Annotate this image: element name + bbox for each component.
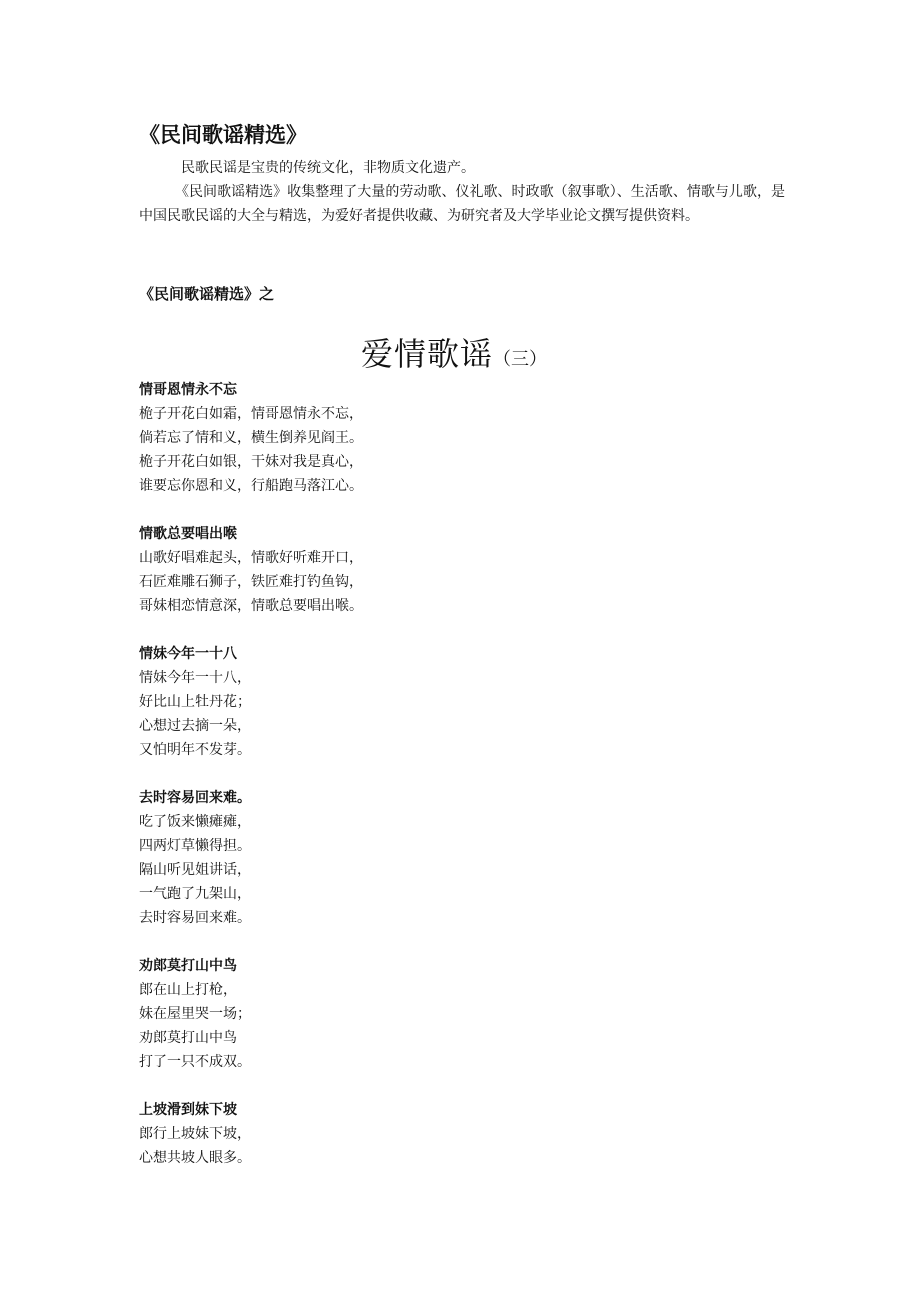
song-line: 心想共坡人眼多。 xyxy=(139,1150,251,1166)
song-title: 情歌总要唱出喉 xyxy=(139,526,237,542)
song-title: 情哥恩情永不忘 xyxy=(139,382,237,398)
song-line: 一气跑了九架山， xyxy=(139,886,251,902)
intro-paragraph: 《民间歌谣精选》收集整理了大量的劳动歌、仪礼歌、时政歌（叙事歌）、生活歌、情歌与儿歌，是中国民歌民谣的大全与精选，为爱好者提供收藏、为研究者及大学毕业论文撰写提供资料。 xyxy=(139,184,785,224)
song-line: 石匠难雕石狮子，铁匠难打钓鱼钩， xyxy=(139,574,363,590)
song-block xyxy=(139,378,789,498)
song-line: 郎在山上打枪， xyxy=(139,982,237,998)
song-title: 情妹今年一十八 xyxy=(139,646,237,662)
song-line: 桅子开花白如霜，情哥恩情永不忘， xyxy=(139,406,363,422)
song-line: 劝郎莫打山中鸟 xyxy=(139,1030,237,1046)
collection-heading: 《民间歌谣精选》之 xyxy=(139,285,275,303)
intro-section xyxy=(139,156,785,228)
song-title: 去时容易回来难。 xyxy=(139,790,251,806)
song-line: 心想过去摘一朵， xyxy=(139,718,251,734)
song-title: 上坡滑到妹下坡 xyxy=(139,1102,237,1118)
song-list xyxy=(139,378,789,1194)
song-title: 劝郎莫打山中鸟 xyxy=(139,958,237,974)
song-line: 郎行上坡妹下坡， xyxy=(139,1126,251,1142)
song-block xyxy=(139,786,789,930)
song-line: 隔山听见姐讲话， xyxy=(139,862,251,878)
song-line: 去时容易回来难。 xyxy=(139,910,251,926)
song-line: 谁要忘你恩和义，行船跑马落江心。 xyxy=(139,478,363,494)
song-line: 妹在屋里哭一场； xyxy=(139,1006,251,1022)
chapter-heading xyxy=(361,332,547,376)
song-line: 又怕明年不发芽。 xyxy=(139,742,251,758)
song-line: 好比山上牡丹花； xyxy=(139,694,251,710)
song-line: 打了一只不成双。 xyxy=(139,1054,251,1070)
song-block xyxy=(139,954,789,1074)
song-line: 桅子开花白如银，干妹对我是真心， xyxy=(139,454,363,470)
document-title: 《民间歌谣精选》 xyxy=(139,123,307,147)
chapter-title: 爱情歌谣 xyxy=(361,335,494,373)
song-line: 吃了饭来懒瘫瘫， xyxy=(139,814,251,830)
song-line: 情妹今年一十八， xyxy=(139,670,251,686)
song-block xyxy=(139,1098,789,1170)
song-line: 哥妹相恋情意深，情歌总要唱出喉。 xyxy=(139,598,363,614)
song-block xyxy=(139,522,789,618)
song-line: 四两灯草懒得担。 xyxy=(139,838,251,854)
intro-paragraph: 民歌民谣是宝贵的传统文化，非物质文化遗产。 xyxy=(181,160,475,176)
song-line: 倘若忘了情和义，横生倒养见阎王。 xyxy=(139,430,363,446)
song-line: 山歌好唱难起头，情歌好听难开口， xyxy=(139,550,363,566)
song-block xyxy=(139,642,789,762)
chapter-number: （三） xyxy=(493,349,548,370)
